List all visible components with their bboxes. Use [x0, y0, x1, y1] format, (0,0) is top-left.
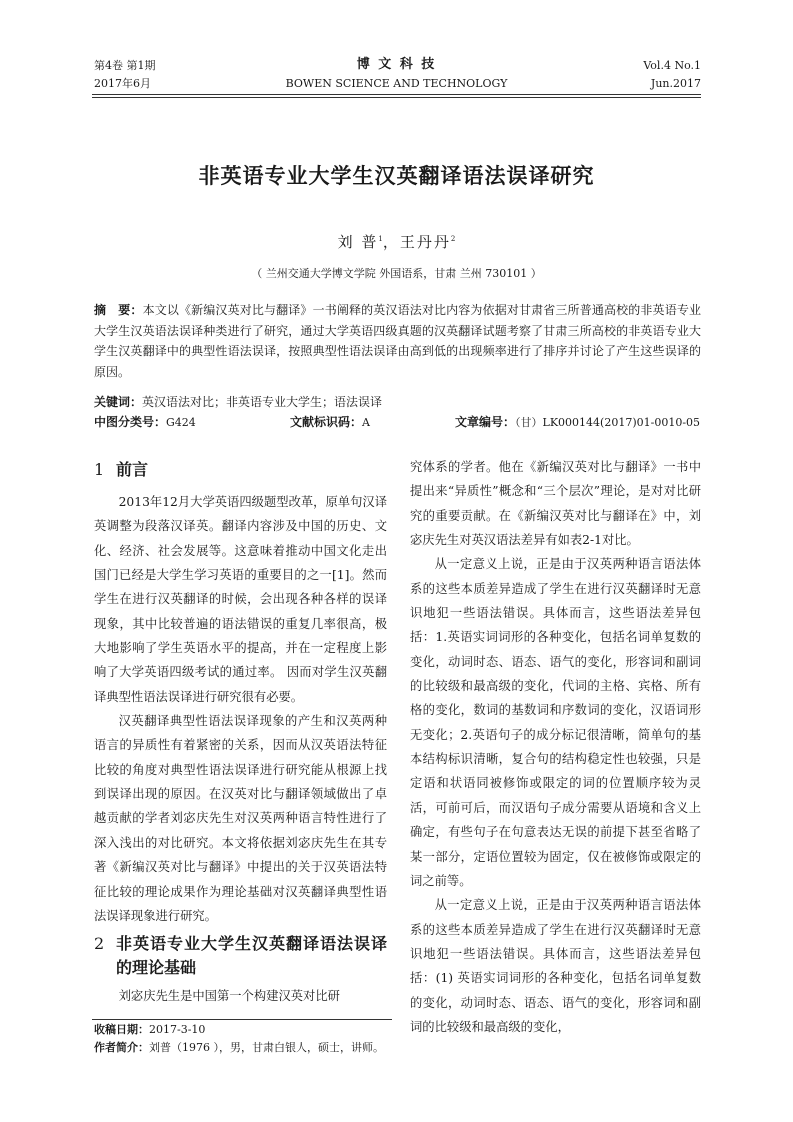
document-code	[290, 412, 370, 433]
section-1-title: 前言	[116, 460, 149, 479]
author-1: 刘 普	[337, 233, 379, 251]
clc-label: 中图分类号：	[94, 415, 167, 429]
author-bio-text: 刘普（1976 ），男，甘肃白银人，硕士，讲师。	[149, 1041, 384, 1054]
abstract	[94, 300, 701, 382]
paragraph: 刘宓庆先生是中国第一个构建汉英对比研	[118, 989, 340, 1004]
clc-number	[94, 412, 196, 433]
received-value: 2017-3-10	[149, 1023, 206, 1036]
paragraph: 从一定意义上说，正是由于汉英两种语言语法体系的这些本质差异造成了学生在进行汉英翻译时无意识地犯一些语法错误。具体而言，这些语法差异包括：1.英语实词词形的各种变化，包括名词单复数的变化，动词时态、语态、语气的变化，形容词和副词的比较级和最高级的变化，代词的主格、宾格、所有格的变化，数词的基数词和序数词的变化，汉语词形无变化；2.英语句子的成分标记很清晰，简单句的基本结构标识清晰，复合句的结构稳定性也较强，只是定语和状语同被修饰或限定的词的位置顺序较为灵活，可前可后，而汉语句子成分需要从语境和含义上确定，有些句子在句意表达无误的前提下甚至省略了某一部分，定语位置较为固定，仅在被修饰或限定的词之前等。	[410, 557, 701, 888]
author-line	[0, 231, 793, 252]
section-1-number: 1	[94, 460, 105, 479]
header-volume-en: Vol.4 No.1	[643, 59, 701, 72]
left-column	[94, 452, 387, 1009]
paper-title: 非英语专业大学生汉英翻译语法误译研究	[198, 164, 595, 188]
journal-name-english: BOWEN SCIENCE AND TECHNOLOGY	[285, 77, 508, 90]
article-label: 文章编号：	[455, 415, 516, 429]
author-bio-label: 作者简介：	[94, 1041, 149, 1054]
received-label: 收稿日期：	[94, 1023, 149, 1036]
journal-name: 博 文 科 技	[356, 57, 437, 72]
keywords-label: 关键词：	[94, 395, 143, 409]
keywords-text: 英汉语法对比；非英语专业大学生；语法误译	[142, 395, 383, 409]
article-value: （甘）LK000144(2017)01-0010-05	[515, 416, 701, 429]
section-1-heading	[94, 458, 387, 482]
doc-label: 文献标识码：	[290, 415, 363, 429]
affiliation: （ 兰州交通大学博文学院 外国语系，甘肃 兰州 730101 ）	[251, 267, 542, 280]
author-2: 王丹丹	[399, 233, 451, 251]
paragraph: 2013年12月大学英语四级题型改革，原单句汉译英调整为段落汉译英。翻译内容涉及中国的历史、文化、经济、社会发展等。这意味着推动中国文化走出国门已经是大学生学习英语的重要目的之一[1]。然而学生在进行汉英翻译的时候，会出现各种各样的误译现象，其中比较普遍的语法错误的重复几率很高，极大地影响了学生英语水平的提高，并在一定程度上影响了大学英语四级考试的通过率。 因而对学生汉英翻译典型性语法误译进行研究很有必要。	[94, 495, 387, 704]
author-bio	[94, 1039, 384, 1057]
abstract-label: 摘 要：	[94, 303, 143, 317]
section-2-heading	[94, 932, 387, 980]
header-date: 2017年6月	[94, 77, 151, 90]
author-2-affil-mark: 2	[450, 235, 456, 243]
clc-value: G424	[166, 416, 196, 429]
keywords	[94, 392, 382, 412]
received-date	[94, 1021, 205, 1039]
section-2-title: 非英语专业大学生汉英翻译语法误译的理论基础	[116, 934, 387, 978]
article-number	[455, 412, 700, 433]
header-rule-thin	[92, 97, 701, 98]
author-separator: ，	[382, 233, 400, 251]
header-rule	[92, 94, 701, 95]
author-1-affil-mark: 1	[378, 235, 383, 243]
doc-value: A	[362, 416, 370, 429]
paragraph: 究体系的学者。他在《新编汉英对比与翻译》一书中提出来“异质性”概念和“三个层次”理论，是对对比研究的重要贡献。在《新编汉英对比与翻译在》中，刘宓庆先生对英汉语法差异有如表2-1对比。	[410, 460, 701, 548]
header-volume: 第4卷 第1期	[94, 59, 156, 72]
paragraph: 汉英翻译典型性语法误译现象的产生和汉英两种语言的异质性有着紧密的关系，因而从汉英语法特征比较的角度对典型性语法误译进行研究能从根源上找到误译出现的原因。在汉英对比与翻译领域做出了卓越贡献的学者刘宓庆先生对汉英两种语言特性进行了深入浅出的对比研究。本文将依据刘宓庆先生在其专著《新编汉英对比与翻译》中提出的关于汉英语法特征比较的理论成果作为理论基础对汉英翻译典型性语法误译现象进行研究。	[94, 714, 387, 923]
right-column	[410, 455, 701, 1039]
paragraph: 从一定意义上说，正是由于汉英两种语言语法体系的这些本质差异造成了学生在进行汉英翻译时无意识地犯一些语法错误。具体而言，这些语法差异包括：(1) 英语实词词形的各种变化，包括名词单复数的变化，动词时态、语态、语气的变化，形容词和副词的比较级和最高级的变化，	[410, 898, 701, 1034]
section-2-number: 2	[94, 934, 105, 954]
footnote-rule	[92, 1019, 392, 1020]
header-date-en: Jun.2017	[650, 77, 701, 90]
abstract-text: 本文以《新编汉英对比与翻译》一书阐释的英汉语法对比内容为依据对甘肃省三所普通高校的非英语专业大学生汉英语法误译种类进行了研究，通过大学英语四级真题的汉英翻译试题考察了甘肃三所高校的非英语专业大学生汉英翻译中的典型性语法误译，按照典型性语法误译由高到低的出现频率进行了排序并讨论了产生这些误译的原因。	[94, 303, 701, 379]
